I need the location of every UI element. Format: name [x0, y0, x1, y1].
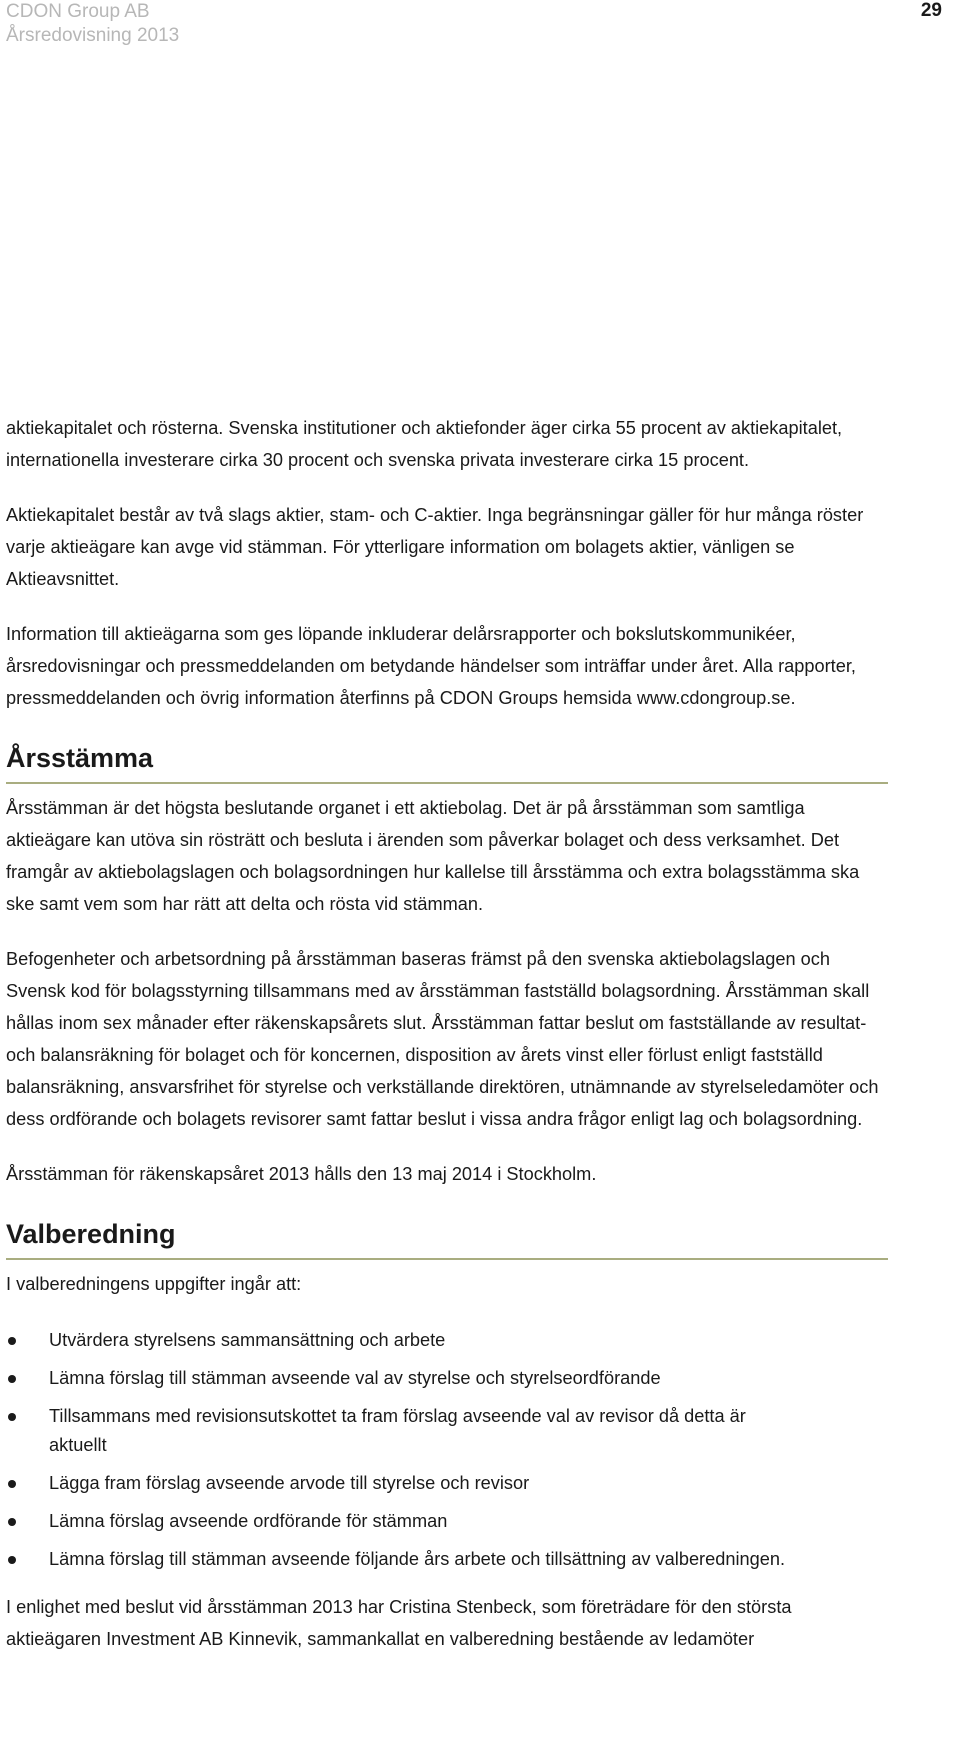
paragraph-valberedning-intro: I valberedningens uppgifter ingår att:	[6, 1274, 302, 1294]
list-item-text: Lämna förslag till stämman avseende val av styrelse och styrelseordförande	[49, 1368, 661, 1388]
page-number: 29	[920, 0, 942, 21]
list-item-text: Tillsammans med revisionsutskottet ta fram förslag avseende val av revisor då detta är aktuellt	[49, 1406, 746, 1455]
heading-rule	[6, 782, 888, 784]
header-company: CDON Group AB	[6, 1, 150, 22]
bullet-icon	[8, 1375, 16, 1383]
list-item	[6, 1402, 749, 1460]
list-item	[6, 1364, 886, 1393]
list-item-text: Utvärdera styrelsens sammansättning och arbete	[49, 1330, 446, 1350]
heading-rule	[6, 1258, 888, 1260]
page-header	[6, 0, 179, 48]
heading-valberedning: Valberedning	[6, 1219, 176, 1249]
paragraph-share-capital: Aktiekapitalet består av två slags aktier, stam- och C-aktier. Inga begränsningar gäller för hur många röster varje aktieägare kan avge vid stämman. För ytterligare information om bolagets aktier, vänligen se Aktieavsnittet.	[6, 505, 864, 589]
list-item-text: Lämna förslag avseende ordförande för stämman	[49, 1511, 448, 1531]
header-report-title: Årsredovisning 2013	[6, 25, 180, 46]
list-item	[6, 1469, 886, 1498]
valberedning-task-list	[6, 1326, 886, 1574]
paragraph-arsstamma-powers: Befogenheter och arbetsordning på årsstämman baseras främst på den svenska aktiebolagslagen och Svensk kod för bolagsstyrning tillsammans med av årsstämman fastställd bolagsordning. Årsstämman skall hållas inom sex månader efter räkenskapsårets slut. Årsstämman fattar beslut om fastställande av resultat- och balansräkning för bolaget och för koncernen, disposition av årets vinst eller förlust enligt fastställd balansräkning, ansvarsfrihet för styrelse och verkställande direktören, utnämnande av styrelseledamöter och dess ordförande och bolagets revisorer samt fattar beslut i vissa andra frågor enligt lag och bolagsordning.	[6, 949, 879, 1129]
heading-arsstamma: Årsstämma	[6, 743, 154, 773]
bullet-icon	[8, 1480, 16, 1488]
document-body	[6, 412, 886, 1655]
list-item-text: Lämna förslag till stämman avseende följande års arbete och tillsättning av valberedningen.	[49, 1549, 786, 1569]
bullet-icon	[8, 1518, 16, 1526]
list-item	[6, 1507, 886, 1536]
paragraph-ownership: aktiekapitalet och rösterna. Svenska institutioner och aktiefonder äger cirka 55 procent av aktiekapitalet, internationella investerare cirka 30 procent och svenska privata investerare cirka 15 procent.	[6, 418, 843, 470]
paragraph-shareholder-info: Information till aktieägarna som ges löpande inkluderar delårsrapporter och bokslutskommunikéer, årsredovisningar och pressmeddelanden om betydande händelser som inträffar under året. Alla rapporter, pressmeddelanden och övrig information återfinns på CDON Groups hemsida www.cdongroup.se.	[6, 624, 856, 708]
paragraph-valberedning-closing: I enlighet med beslut vid årsstämman 2013 har Cristina Stenbeck, som företrädare för den största aktieägaren Investment AB Kinnevik, sammankallat en valberedning bestående av ledamöter	[6, 1597, 792, 1649]
bullet-icon	[8, 1337, 16, 1345]
list-item	[6, 1326, 886, 1355]
list-item	[6, 1545, 886, 1574]
bullet-icon	[8, 1556, 16, 1564]
list-item-text: Lägga fram förslag avseende arvode till styrelse och revisor	[49, 1473, 530, 1493]
bullet-icon	[8, 1413, 16, 1421]
paragraph-arsstamma-date: Årsstämman för räkenskapsåret 2013 hålls den 13 maj 2014 i Stockholm.	[6, 1164, 597, 1184]
paragraph-arsstamma-intro: Årsstämman är det högsta beslutande organet i ett aktiebolag. Det är på årsstämman som samtliga aktieägare kan utöva sin rösträtt och besluta i ärenden som påverkar bolaget och dess verksamhet. Det framgår av aktiebolagslagen och bolagsordningen hur kallelse till årsstämma och extra bolagsstämma ska ske samt vem som har rätt att delta och rösta vid stämman.	[6, 798, 860, 914]
